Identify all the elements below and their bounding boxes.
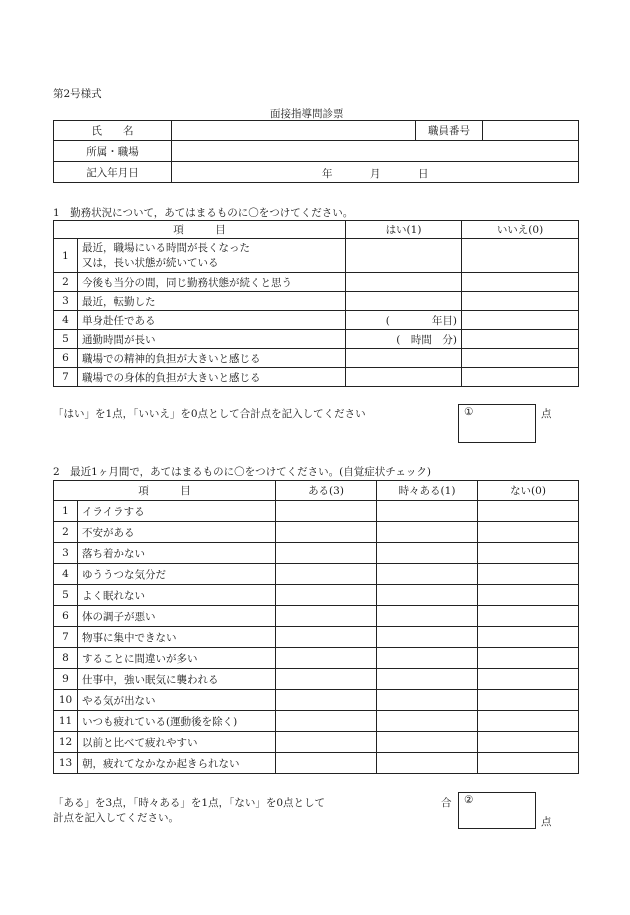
s2-row-text: 体の調子が悪い (78, 606, 276, 627)
s1-row-no: 2 (54, 273, 78, 292)
s2-cell-b[interactable] (377, 522, 478, 543)
s1-no-cell[interactable] (462, 273, 579, 292)
s1-row-text-line2: 又は，長い状態が続いている (82, 256, 219, 269)
s2-cell-b[interactable] (377, 669, 478, 690)
s2-cell-c[interactable] (478, 522, 579, 543)
s1-row-text: 職場での精神的負担が大きいと感じる (78, 349, 346, 368)
s2-cell-b[interactable] (377, 711, 478, 732)
s2-cell-a[interactable] (276, 501, 377, 522)
s2-cell-b[interactable] (377, 501, 478, 522)
s2-cell-b[interactable] (377, 606, 478, 627)
s2-cell-a[interactable] (276, 606, 377, 627)
s1-no-cell[interactable] (462, 292, 579, 311)
date-label: 記入年月日 (54, 162, 172, 183)
s1-col-no: いいえ(0) (462, 221, 579, 239)
name-field[interactable] (172, 121, 416, 141)
s2-cell-b[interactable] (377, 543, 478, 564)
s1-row-no: 3 (54, 292, 78, 311)
s1-row-no: 6 (54, 349, 78, 368)
s2-row-no: 10 (54, 690, 78, 711)
s2-cell-c[interactable] (478, 648, 579, 669)
s2-row-no: 7 (54, 627, 78, 648)
s1-no-cell[interactable] (462, 239, 579, 273)
form-title: 面接指導問診票 (270, 108, 344, 120)
section1-heading: 1 勤務状況について，あてはまるものに〇をつけてください。 (53, 207, 354, 219)
s2-cell-a[interactable] (276, 711, 377, 732)
date-field[interactable] (172, 162, 579, 183)
s2-row-text: 以前と比べて疲れやすい (78, 732, 276, 753)
s1-col-yes: はい(1) (346, 221, 462, 239)
s2-cell-c[interactable] (478, 585, 579, 606)
s2-row-no: 8 (54, 648, 78, 669)
s2-cell-a[interactable] (276, 627, 377, 648)
section2-score-mark: ② (464, 794, 474, 806)
s2-row-no: 3 (54, 543, 78, 564)
s2-row-text: 不安がある (78, 522, 276, 543)
s1-no-cell[interactable] (462, 349, 579, 368)
s1-yes-cell-years[interactable]: ( 年目) (346, 311, 462, 330)
s2-cell-c[interactable] (478, 732, 579, 753)
s2-row-no: 11 (54, 711, 78, 732)
s1-no-cell[interactable] (462, 330, 579, 349)
s1-row-text: 今後も当分の間，同じ勤務状態が続くと思う (78, 273, 346, 292)
s2-cell-c[interactable] (478, 753, 579, 774)
s2-cell-c[interactable] (478, 690, 579, 711)
section2-note-line1: 「ある」を3点，「時々ある」を1点，「ない」を0点として (53, 797, 326, 809)
s1-row-text-line1: 最近，職場にいる時間が長くなった (82, 241, 250, 254)
dept-field[interactable] (172, 141, 579, 162)
s1-yes-cell[interactable] (346, 292, 462, 311)
section2-note-line2: 計点を記入してください。 (53, 812, 179, 824)
section1-score-unit: 点 (541, 408, 552, 420)
s1-no-cell[interactable] (462, 311, 579, 330)
s2-cell-b[interactable] (377, 627, 478, 648)
s2-cell-a[interactable] (276, 564, 377, 585)
s1-row-no: 7 (54, 368, 78, 387)
s1-yes-cell[interactable] (346, 368, 462, 387)
s1-col-item: 項 目 (54, 221, 346, 239)
s2-cell-a[interactable] (276, 669, 377, 690)
s2-row-text: よく眠れない (78, 585, 276, 606)
s1-row-text: 職場での身体的負担が大きいと感じる (78, 368, 346, 387)
section1-score-box[interactable] (458, 404, 536, 443)
s1-no-cell[interactable] (462, 368, 579, 387)
s2-cell-a[interactable] (276, 753, 377, 774)
section2-heading: 2 最近1ヶ月間で，あてはまるものに〇をつけてください。(自覚症状チェック) (53, 466, 432, 478)
dept-label: 所属・職場 (54, 141, 172, 162)
section2-score-box[interactable] (458, 792, 536, 829)
s2-cell-c[interactable] (478, 501, 579, 522)
section1-table (53, 220, 579, 387)
form-number: 第2号様式 (53, 88, 102, 100)
s2-row-no: 6 (54, 606, 78, 627)
s2-row-no: 9 (54, 669, 78, 690)
s2-cell-b[interactable] (377, 564, 478, 585)
s2-row-no: 12 (54, 732, 78, 753)
s2-cell-c[interactable] (478, 669, 579, 690)
s2-cell-c[interactable] (478, 606, 579, 627)
s2-col-c: ない(0) (478, 481, 579, 501)
s2-row-text: イライラする (78, 501, 276, 522)
s2-row-text: 仕事中，強い眠気に襲われる (78, 669, 276, 690)
s2-cell-b[interactable] (377, 585, 478, 606)
s1-yes-cell[interactable] (346, 239, 462, 273)
s2-cell-a[interactable] (276, 690, 377, 711)
date-day: 日 (418, 168, 429, 180)
s2-cell-a[interactable] (276, 732, 377, 753)
s2-cell-c[interactable] (478, 627, 579, 648)
s2-cell-b[interactable] (377, 753, 478, 774)
s2-cell-c[interactable] (478, 711, 579, 732)
s1-yes-cell[interactable] (346, 273, 462, 292)
s2-cell-b[interactable] (377, 648, 478, 669)
s2-col-b: 時々ある(1) (377, 481, 478, 501)
section2-score-unit: 点 (541, 816, 552, 828)
s2-row-no: 13 (54, 753, 78, 774)
s2-col-item: 項 目 (54, 481, 276, 501)
s1-row-no: 4 (54, 311, 78, 330)
s2-row-text: いつも疲れている(運動後を除く) (78, 711, 276, 732)
s1-yes-cell[interactable] (346, 349, 462, 368)
s2-row-no: 1 (54, 501, 78, 522)
s2-cell-b[interactable] (377, 732, 478, 753)
s2-row-no: 4 (54, 564, 78, 585)
section1-note: 「はい」を1点，「いいえ」を0点として合計点を記入してください (53, 408, 366, 420)
s2-row-text: ゆううつな気分だ (78, 564, 276, 585)
name-label: 氏 名 (54, 121, 172, 141)
section2-table (53, 480, 579, 774)
s2-row-text: することに間違いが多い (78, 648, 276, 669)
s2-cell-b[interactable] (377, 690, 478, 711)
s2-row-no: 2 (54, 522, 78, 543)
s1-row-no: 1 (54, 239, 78, 273)
header-table (53, 120, 579, 183)
staff-no-field[interactable] (483, 121, 579, 141)
s2-cell-a[interactable] (276, 585, 377, 606)
s2-cell-a[interactable] (276, 543, 377, 564)
s2-row-text: 物事に集中できない (78, 627, 276, 648)
date-month: 月 (370, 168, 381, 180)
s1-row-text: 通勤時間が長い (78, 330, 346, 349)
staff-no-label: 職員番号 (416, 121, 483, 141)
s2-cell-a[interactable] (276, 648, 377, 669)
s1-yes-cell-hours[interactable]: ( 時間 分) (346, 330, 462, 349)
s2-cell-a[interactable] (276, 522, 377, 543)
section1-score-mark: ① (464, 406, 474, 418)
s2-row-text: やる気が出ない (78, 690, 276, 711)
section2-total-label: 合 (441, 797, 452, 809)
s2-row-text: 朝，疲れてなかなか起きられない (78, 753, 276, 774)
s1-row-text: 最近，転勤した (78, 292, 346, 311)
s2-row-no: 5 (54, 585, 78, 606)
s1-row-text: 単身赴任である (78, 311, 346, 330)
date-year: 年 (322, 168, 333, 180)
s2-col-a: ある(3) (276, 481, 377, 501)
s2-row-text: 落ち着かない (78, 543, 276, 564)
s1-row-text (78, 239, 346, 273)
s2-cell-c[interactable] (478, 543, 579, 564)
s2-cell-c[interactable] (478, 564, 579, 585)
s1-row-no: 5 (54, 330, 78, 349)
